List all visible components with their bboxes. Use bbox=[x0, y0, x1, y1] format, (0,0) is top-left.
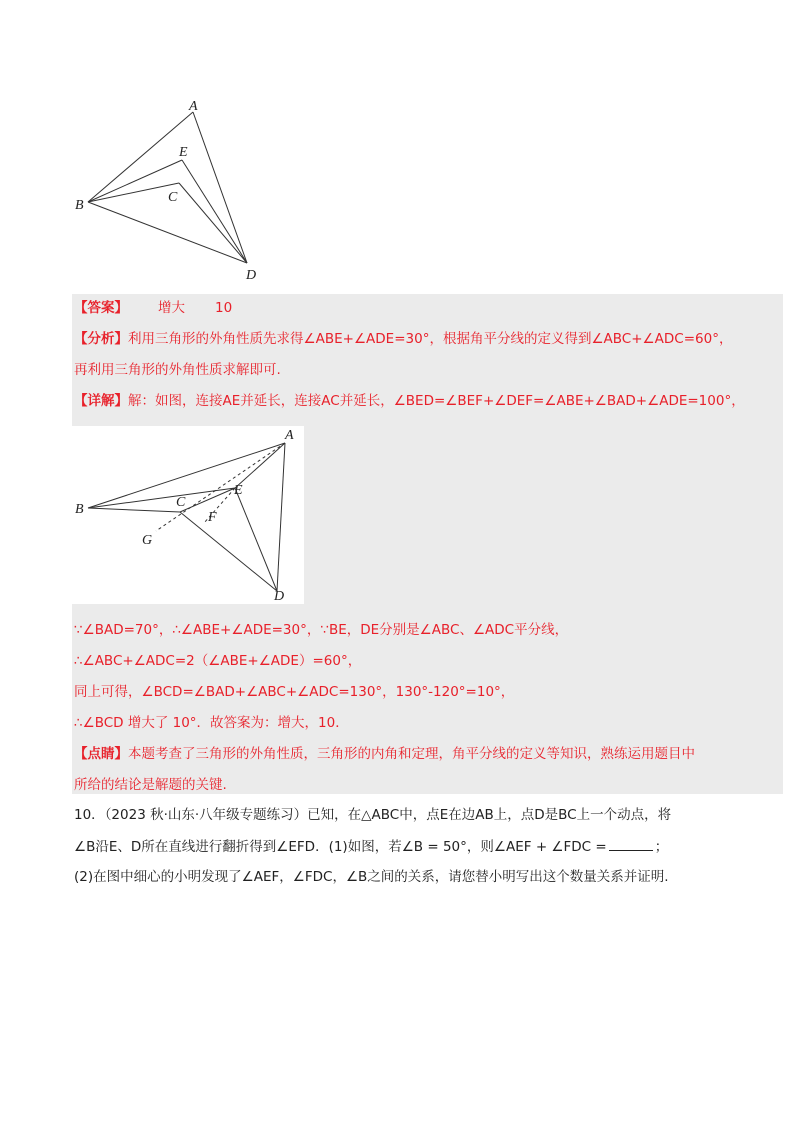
question-number: 10． bbox=[74, 807, 105, 823]
comment-label: 【点睛】 bbox=[74, 746, 128, 762]
segment-bc bbox=[88, 508, 180, 512]
point-label-c: C bbox=[176, 495, 186, 510]
segment-bc bbox=[88, 183, 179, 202]
answer-label: 【答案】 bbox=[74, 300, 128, 316]
question-text-1: （2023 秋·山东·八年级专题练习）已知，在△ABC中，点E在边AB上，点D是BC上一个动点，将 bbox=[104, 807, 672, 823]
analysis-line-2: 再利用三角形的外角性质求解即可. bbox=[74, 362, 281, 378]
question-10-line-1 bbox=[74, 805, 671, 825]
point-label-e: E bbox=[234, 483, 243, 498]
question-text-2-end: ； bbox=[654, 839, 669, 855]
figure-1-diagram bbox=[72, 95, 272, 285]
detail-label: 【详解】 bbox=[74, 393, 128, 409]
question-10-line-2 bbox=[74, 836, 668, 857]
segment-ad bbox=[277, 443, 285, 591]
point-label-c: C bbox=[168, 190, 178, 205]
comment-text-1: 本题考查了三角形的外角性质，三角形的内角和定理，角平分线的定义等知识，熟练运用题目中 bbox=[128, 746, 695, 762]
answer-line bbox=[74, 298, 232, 318]
analysis-label: 【分析】 bbox=[74, 331, 128, 347]
step-line-4: ∴∠BCD 增大了 10°．故答案为：增大，10． bbox=[74, 715, 349, 731]
point-label-a: A bbox=[189, 99, 198, 114]
segment-ba bbox=[88, 112, 193, 202]
step-line-1: ∵∠BAD=70°，∴∠ABE+∠ADE=30°，∵BE，DE分别是∠ABC、∠ADC平分线， bbox=[74, 622, 569, 638]
point-label-b: B bbox=[75, 198, 84, 213]
segment-cd bbox=[180, 512, 277, 591]
question-10-line-3: (2)在图中细心的小明发现了∠AEF，∠FDC，∠B之间的关系，请您替小明写出这个数量关系并证明. bbox=[74, 869, 669, 885]
step-line-3: 同上可得，∠BCD=∠BAD+∠ABC+∠ADC=130°，130°-120°=10°， bbox=[74, 684, 515, 700]
point-label-b: B bbox=[75, 502, 84, 517]
point-label-e: E bbox=[179, 145, 188, 160]
detail-text-1: 解：如图，连接AE并延长，连接AC并延长，∠BED=∠BEF+∠DEF=∠ABE+∠BAD+∠ADE=100°， bbox=[128, 393, 745, 409]
segment-ed bbox=[235, 488, 277, 591]
step-line-2: ∴∠ABC+∠ADC=2（∠ABE+∠ADE）=60°， bbox=[74, 653, 362, 669]
segment-ed bbox=[182, 160, 247, 263]
comment-line-1 bbox=[74, 744, 695, 764]
segment-ae bbox=[235, 443, 285, 488]
analysis-text-1: 利用三角形的外角性质先求得∠ABE+∠ADE=30°，根据角平分线的定义得到∠ABC+∠ADC=60°， bbox=[128, 331, 733, 347]
segment-bd bbox=[88, 202, 247, 263]
question-text-2: ∠B沿E、D所在直线进行翻折得到∠EFD．(1)如图，若∠B = 50°，则∠AEF + ∠FDC = bbox=[74, 839, 607, 855]
segment-ba bbox=[88, 443, 285, 508]
analysis-line-1 bbox=[74, 329, 732, 349]
figure-2-diagram bbox=[72, 426, 304, 604]
answer-value-1: 增大 bbox=[158, 300, 185, 316]
segment-ad bbox=[193, 112, 247, 263]
point-label-f: F bbox=[208, 510, 217, 525]
answer-value-2: 10 bbox=[215, 300, 233, 316]
point-label-d: D bbox=[246, 268, 257, 283]
comment-line-2: 所给的结论是解题的关键. bbox=[74, 777, 227, 793]
detail-line-1 bbox=[74, 391, 745, 411]
point-label-g: G bbox=[142, 533, 153, 548]
point-label-d: D bbox=[274, 589, 285, 604]
segment-ag-dashed bbox=[156, 443, 285, 531]
point-label-a: A bbox=[285, 428, 294, 443]
answer-blank[interactable] bbox=[609, 836, 653, 851]
segment-cd bbox=[179, 183, 247, 263]
